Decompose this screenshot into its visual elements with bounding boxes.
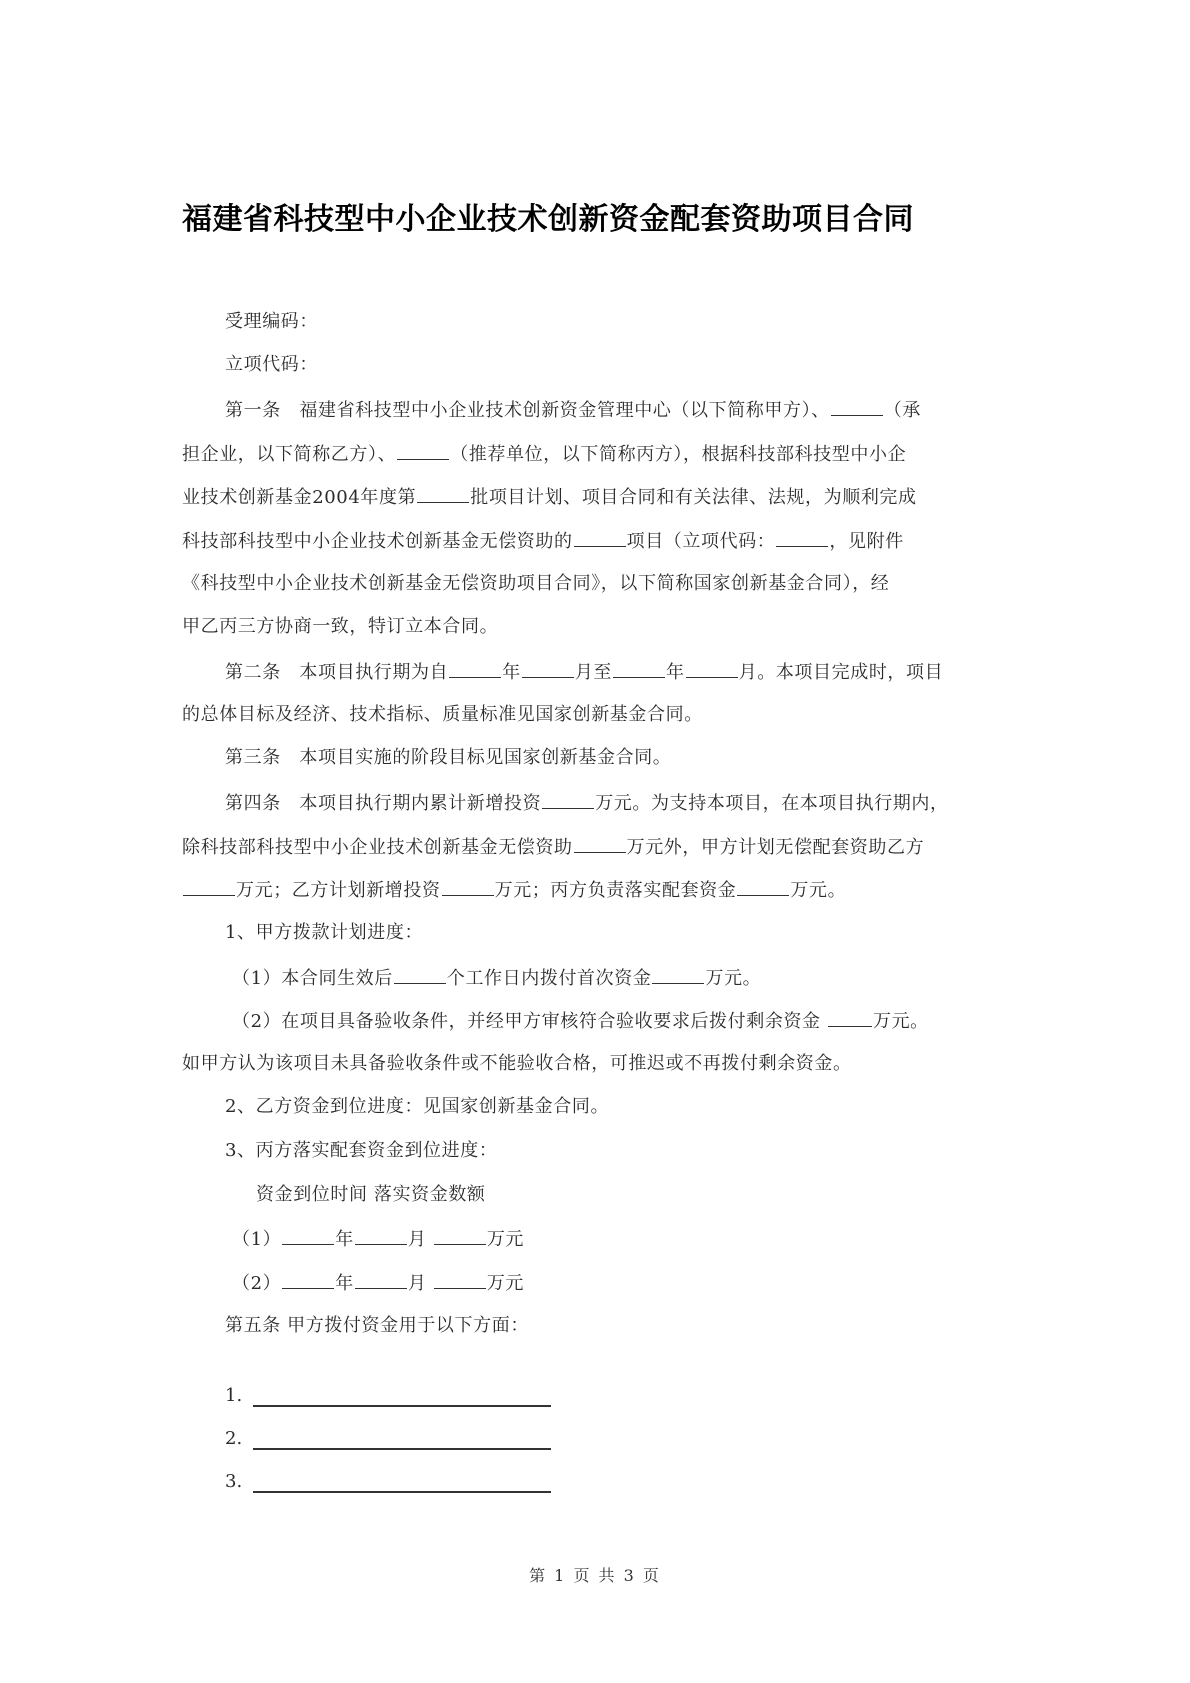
article1-line1 xyxy=(225,397,921,423)
funding-schedule-item2-line2: 如甲方认为该项目未具备验收条件或不能验收合格，可推迟或不再拨付剩余资金。 xyxy=(182,1053,852,1074)
blank-field[interactable] xyxy=(574,528,626,547)
blank-field[interactable] xyxy=(613,659,665,678)
blank-field[interactable] xyxy=(442,877,494,896)
blank-field[interactable] xyxy=(831,397,883,416)
article1-line6: 甲乙丙三方协商一致，特订立本合同。 xyxy=(182,616,499,637)
blank-field[interactable] xyxy=(542,790,594,809)
blank-field[interactable] xyxy=(355,1270,407,1289)
blank-field[interactable] xyxy=(394,965,446,984)
article1-text: 项目（立项代码： xyxy=(626,531,776,552)
blank-field[interactable] xyxy=(434,1226,486,1245)
funding-schedule-heading: 1、甲方拨款计划进度： xyxy=(225,922,424,943)
article2-text: 年 xyxy=(502,662,521,683)
row-text: 月 xyxy=(407,1273,427,1294)
blank-field[interactable] xyxy=(574,834,626,853)
usage-item-number: 2. xyxy=(225,1428,243,1449)
article1-text: （推荐单位，以下简称丙方），根据科技部科技型中小企 xyxy=(450,444,907,465)
article4-line3 xyxy=(182,877,846,903)
blank-field[interactable] xyxy=(397,441,449,460)
article2-text: 年 xyxy=(666,662,685,683)
blank-field[interactable] xyxy=(776,528,828,547)
blank-field[interactable] xyxy=(355,1226,407,1245)
usage-item-rule xyxy=(253,1405,551,1407)
article4-text: 万元；丙方负责落实配套资金 xyxy=(494,880,737,901)
document-title: 福建省科技型中小企业技术创新资金配套资助项目合同 xyxy=(182,202,914,237)
row-index: （2） xyxy=(232,1273,282,1294)
article2-text: 第二条 本项目执行期为自 xyxy=(225,662,449,683)
article4-line1 xyxy=(225,790,949,816)
blank-field[interactable] xyxy=(434,1270,486,1289)
article1-text: ，见附件 xyxy=(829,531,904,552)
article4-text: 个工作日内拨付首次资金 xyxy=(446,968,652,989)
row-text: 万元 xyxy=(486,1273,525,1294)
article1-line2 xyxy=(182,441,906,467)
article1-line4 xyxy=(182,528,904,554)
blank-field[interactable] xyxy=(183,877,235,896)
blank-field[interactable] xyxy=(449,659,501,678)
article1-line3 xyxy=(182,484,917,510)
usage-item-1[interactable] xyxy=(225,1385,242,1406)
article4-text: （1）本合同生效后 xyxy=(232,968,393,989)
usage-item-rule xyxy=(253,1448,551,1450)
party-c-table-header: 资金到位时间 落实资金数额 xyxy=(256,1184,486,1205)
usage-item-number: 3. xyxy=(225,1471,243,1492)
blank-field[interactable] xyxy=(652,965,704,984)
article4-text: 万元。 xyxy=(790,880,847,901)
row-text: 年 xyxy=(335,1273,354,1294)
funding-schedule-item2 xyxy=(232,1008,929,1034)
article4-text: 第四条 本项目执行期内累计新增投资 xyxy=(225,793,542,814)
article4-text: 万元。 xyxy=(872,1011,929,1032)
blank-field[interactable] xyxy=(282,1270,334,1289)
article4-text: 万元外，甲方计划无偿配套资助乙方 xyxy=(626,837,925,858)
funding-schedule-item1 xyxy=(232,965,761,991)
article1-text: 担企业，以下简称乙方）、 xyxy=(182,444,397,465)
row-text: 万元 xyxy=(486,1229,525,1250)
page-indicator: 第 1 页 共 3 页 xyxy=(529,1566,661,1585)
article1-line5: 《科技型中小企业技术创新基金无偿资助项目合同》，以下简称国家创新基金合同），经 xyxy=(182,573,890,594)
blank-field[interactable] xyxy=(282,1226,334,1245)
project-code-label: 立项代码： xyxy=(225,354,318,375)
article4-text: 除科技部科技型中小企业技术创新基金无偿资助 xyxy=(182,837,573,858)
blank-field[interactable] xyxy=(828,1008,872,1027)
acceptance-code-label: 受理编码： xyxy=(225,311,318,332)
blank-field[interactable] xyxy=(737,877,789,896)
usage-item-rule xyxy=(253,1491,551,1493)
article1-text: 第一条 福建省科技型中小企业技术创新资金管理中心（以下简称甲方）、 xyxy=(225,400,830,421)
row-text: 年 xyxy=(335,1229,354,1250)
article2-text: 月。本项目完成时，项目 xyxy=(738,662,944,683)
party-b-funding-progress: 2、乙方资金到位进度：见国家创新基金合同。 xyxy=(225,1096,610,1117)
article1-text: 批项目计划、项目合同和有关法律、法规，为顺利完成 xyxy=(470,487,917,508)
article4-text: 万元。 xyxy=(705,968,762,989)
blank-field[interactable] xyxy=(417,484,469,503)
article2-line1 xyxy=(225,659,943,685)
usage-item-3[interactable] xyxy=(225,1471,242,1492)
usage-item-number: 1. xyxy=(225,1385,243,1406)
article2-line2: 的总体目标及经济、技术指标、质量标准见国家创新基金合同。 xyxy=(182,704,703,725)
article1-text: 业技术创新基金2004年度第 xyxy=(182,487,417,508)
row-text: 月 xyxy=(407,1229,427,1250)
party-c-row-1 xyxy=(232,1226,524,1252)
party-c-row-2 xyxy=(232,1270,524,1296)
article3-line1: 第三条 本项目实施的阶段目标见国家创新基金合同。 xyxy=(225,747,672,768)
article5-heading: 第五条 甲方拨付资金用于以下方面： xyxy=(225,1315,529,1336)
article4-text: （2）在项目具备验收条件，并经甲方审核符合验收要求后拨付剩余资金 xyxy=(232,1011,827,1032)
article4-line2 xyxy=(182,834,924,860)
row-index: （1） xyxy=(232,1229,282,1250)
article2-text: 月至 xyxy=(574,662,613,683)
usage-item-2[interactable] xyxy=(225,1428,242,1449)
article1-text: 科技部科技型中小企业技术创新基金无偿资助的 xyxy=(182,531,573,552)
article4-text: 万元；乙方计划新增投资 xyxy=(236,880,441,901)
article4-text: 万元。为支持本项目，在本项目执行期内， xyxy=(595,793,949,814)
article1-text: （承 xyxy=(883,400,921,421)
blank-field[interactable] xyxy=(686,659,738,678)
blank-field[interactable] xyxy=(522,659,574,678)
party-c-funding-heading: 3、丙方落实配套资金到位进度： xyxy=(225,1140,498,1161)
